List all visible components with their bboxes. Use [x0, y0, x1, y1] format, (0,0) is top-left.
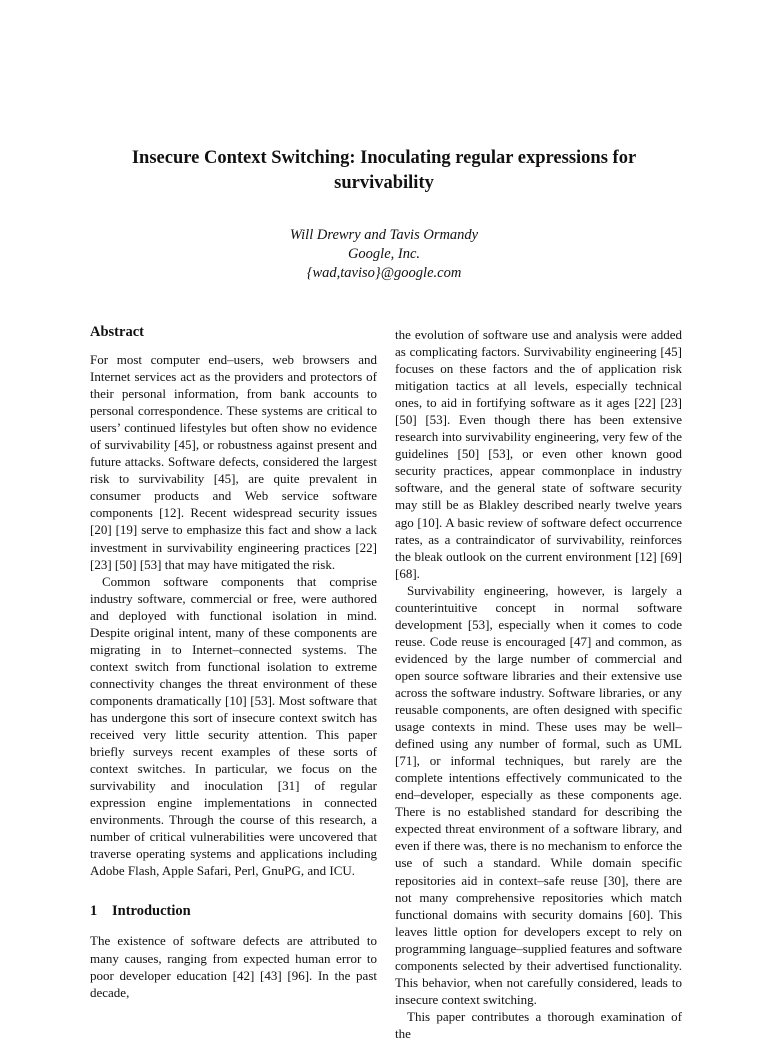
right-paragraph-1: the evolution of software use and analysis were added as complicating factors. Survivability engineering [45] focuses on these factors and the of application risk mitigation tactics at all levels, especially technical ones, to aid in fortifying software as it ages [22] [23] [50] [53]. Even though there has been extensive research into survivability engineering, very few of the guidelines [50] [53], or even other known good security practices, appear commonplace in industry software, and the general state of software security may still be as Blakley described nearly twelve years ago [10]. A basic review of software defect occurrence rates, as a contraindicator of survivability, reinforces the bleak outlook on the current environment [12] [69] [68].: [395, 327, 682, 581]
right-column: [395, 326, 682, 1042]
right-paragraph-2: Survivability engineering, however, is largely a counterintuitive concept in normal software development [53], especially when it comes to code reuse. Code reuse is encouraged [47] and common, as evidenced by the large number of commercial and open source software libraries and their extensive use across the software industry. Software libraries, or any reusable components, are often designed with specific usage contexts in mind. These uses may be well–defined using any number of formal, such as UML [71], or informal techniques, but rarely are the complete intentions effectively communicated to the end–developer, especially as these components age. There is no established standard for describing the expected threat environment of a software library, and even if there was, there is no mechanism to enforce the use of such a standard. While domain specific repositories aid in context–safe reuse [30], there are not many comprehensive repositories which match functional domains with security domains [60]. This leaves little option for developers except to rely on programming language–supplied features and software components selected by their advertised functionality. This behavior, when not carefully considered, leads to insecure context switching.: [395, 582, 682, 1007]
section-title: Introduction: [112, 903, 191, 920]
author-names: Will Drewry and Tavis Ormandy: [289, 227, 479, 243]
paper-title: Insecure Context Switching: Inoculating regular expressions for survivability: [131, 148, 637, 193]
left-column: [90, 322, 377, 1001]
author-affiliation: Google, Inc.: [347, 246, 421, 262]
abstract-paragraph-1: For most computer end–users, web browsers and Internet services act as the providers and protectors of their personal information, from bank accounts to personal correspondence. These systems are critical to users’ continued lifestyles but often show no evidence of survivability [45], or robustness against present and future attacks. Software defects, considered the largest risk to survivability [45], are quite prevalent in consumer products and Web service software components [12]. Recent widespread security issues [20] [19] serve to emphasize this fact and show a lack investment in survivability engineering practices [22] [23] [50] [53] that may have mitigated the risk.: [90, 352, 377, 572]
author-email: {wad,taviso}@google.com: [306, 265, 462, 281]
introduction-heading: [90, 901, 377, 921]
introduction-paragraph-1: The existence of software defects are attributed to many causes, ranging from expected human error to poor developer education [42] [43] [96]. In the past decade,: [90, 933, 377, 1000]
section-number: 1: [90, 903, 98, 920]
right-paragraph-3: This paper contributes a thorough examination of the: [395, 1008, 682, 1041]
abstract-heading: Abstract: [90, 324, 144, 340]
author-block: [184, 226, 584, 283]
abstract-paragraph-2: Common software components that comprise industry software, commercial or free, were authored and deployed with functional isolation in mind. Despite original intent, many of these components are migrating in to Internet–connected systems. The context switch from functional isolation to extreme connectivity changes the threat environment of these components dramatically [10] [53]. Most software that has undergone this sort of insecure context switch has received very little security attention. This paper briefly surveys recent examples of these sorts of context switches. In particular, we focus on the survivability and inoculation [31] of regular expression engine implementations in connected environments. Through the course of this research, a number of critical vulnerabilities were uncovered that traverse operating systems and applications including Adobe Flash, Apple Safari, Perl, GnuPG, and ICU.: [90, 573, 377, 879]
